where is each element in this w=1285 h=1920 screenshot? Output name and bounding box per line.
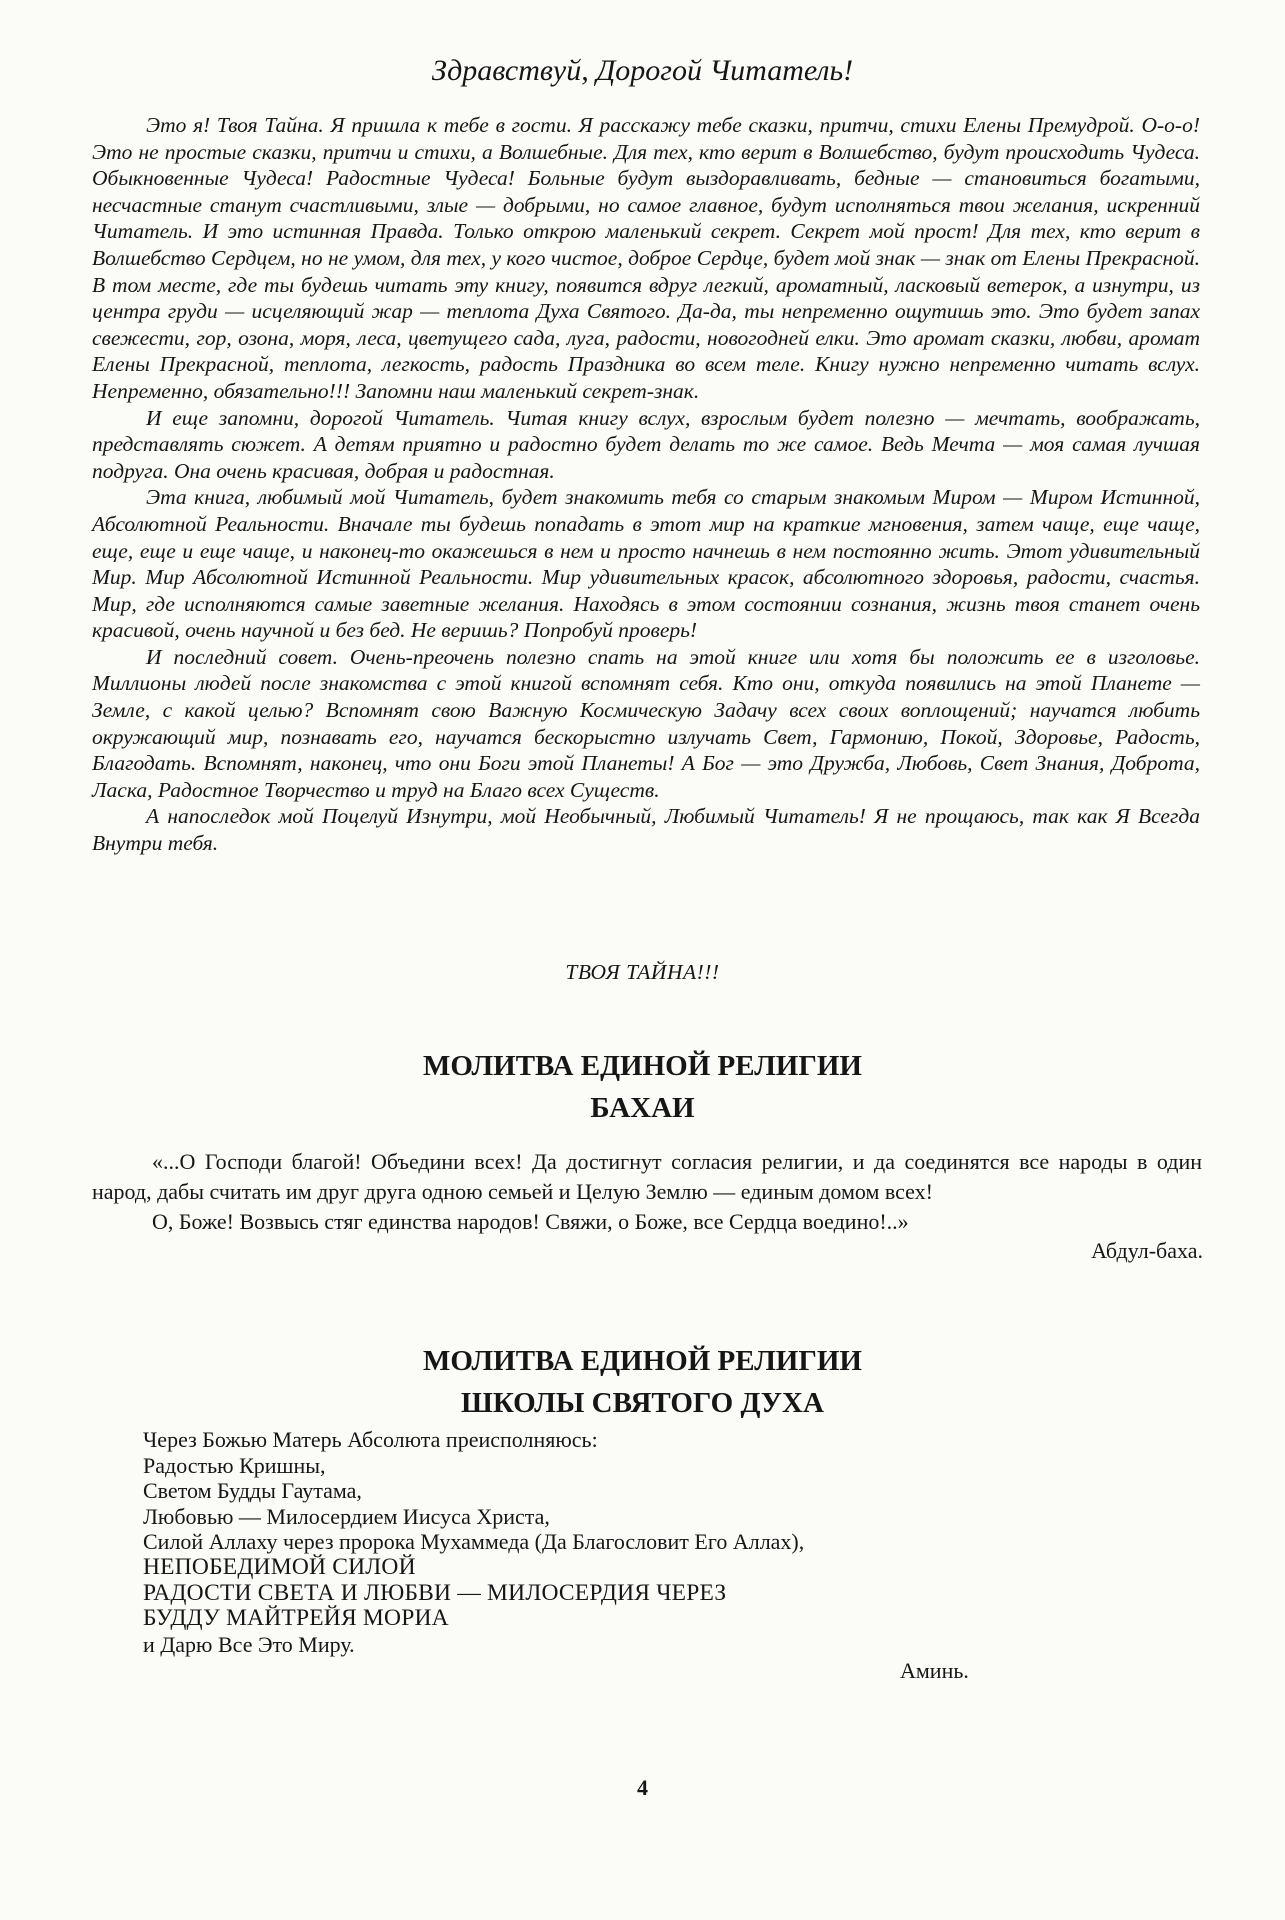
- prayer-line: Силой Аллаху через пророка Мухаммеда (Да Благословит Его Аллах),: [143, 1529, 805, 1555]
- prayer-line: Любовью — Милосердием Иисуса Христа,: [143, 1503, 550, 1529]
- prayer-paragraph: «...О Господи благой! Объедини всех! Да достигнут согласия религии, и да соединятся все народы в один народ, дабы считать им друг друга одною семьей и Целую Землю — единым домом всех!: [92, 1149, 1202, 1204]
- letter-paragraph: И еще запомни, дорогой Читатель. Читая книгу вслух, взрослым будет полезно — мечтать, воображать, представлять сюжет. А детям приятно и радостно будет делать то же самое. Ведь Мечта — моя самая лучшая подруга. Она очень красивая, добрая и радостная.: [92, 405, 1200, 483]
- prayer-caps-line: БУДДУ МАЙТРЕЙЯ МОРИА: [143, 1605, 449, 1632]
- prayer-line: и Дарю Все Это Миру.: [143, 1631, 355, 1657]
- letter-body: [92, 112, 1200, 857]
- bahai-prayer-text: [92, 1147, 1202, 1237]
- prayer-line: Светом Будды Гаутама,: [143, 1478, 362, 1504]
- heading-line: МОЛИТВА ЕДИНОЙ РЕЛИГИИ: [423, 1345, 862, 1377]
- letter-paragraph: А напоследок мой Поцелуй Изнутри, мой Необычный, Любимый Читатель! Я не прощаюсь, так как Я Всегда Внутри тебя.: [92, 804, 1200, 856]
- prayer-line: Через Божью Матерь Абсолюта преисполняюсь:: [143, 1427, 598, 1452]
- prayer-amen: Аминь.: [900, 1658, 969, 1683]
- letter-signature: ТВОЯ ТАЙНА!!!: [565, 960, 720, 984]
- letter-title: Здравствуй, Дорогой Читатель!: [431, 54, 854, 87]
- prayer-caps-line: РАДОСТИ СВЕТА И ЛЮБВИ — МИЛОСЕРДИЯ ЧЕРЕЗ: [143, 1579, 727, 1606]
- heading-line: БАХАИ: [590, 1092, 695, 1124]
- heading-line: ШКОЛЫ СВЯТОГО ДУХА: [461, 1387, 824, 1419]
- school-prayer-heading: [0, 1340, 1285, 1424]
- letter-paragraph: Эта книга, любимый мой Читатель, будет знакомить тебя со старым знакомым Миром — Миром Истинной, Абсолютной Реальности. Вначале ты будешь попадать в этот мир на краткие мгновения, затем чаще, еще чаще, еще, еще и еще чаще, и наконец-то окажешься в нем и просто начнешь в нем постоянно жить. Этот удивительный Мир. Мир Абсолютной Истинной Реальности. Мир удивительных красок, абсолютного здоровья, радости, счастья. Мир, где исполняются самые заветные желания. Находясь в этом состоянии сознания, жизнь твоя станет очень красивой, очень научной и без бед. Не веришь? Попробуй проверь!: [92, 485, 1200, 643]
- letter-paragraph: И последний совет. Очень-преочень полезно спать на этой книге или хотя бы положить ее в изголовье. Миллионы людей после знакомства с этой книгой вспомнят себя. Кто они, откуда появились на этой Планете — Земле, с какой целью? Вспомнят свою Важную Космическую Задачу всех своих воплощений; научатся любить окружающий мир, познавать его, научатся бескорыстно излучать Свет, Гармонию, Покой, Здоровье, Радость, Благодать. Вспомнят, наконец, что они Боги этой Планеты! А Бог — это Дружба, Любовь, Свет Знания, Доброта, Ласка, Радостное Творчество и труд на Благо всех Существ.: [92, 644, 1200, 802]
- prayer-author: Абдул-баха.: [1091, 1238, 1203, 1263]
- letter-paragraph: Это я! Твоя Тайна. Я пришла к тебе в гости. Я расскажу тебе сказки, притчи, стихи Елены Премудрой. О-о-о! Это не простые сказки, притчи и стихи, а Волшебные. Для тех, кто верит в Волшебство, будут происходить Чудеса. Обыкновенные Чудеса! Радостные Чудеса! Больные будут выздоравливать, бедные — становиться богатыми, несчастные станут счастливыми, злые — добрыми, но самое главное, будут исполняться твои желания, искренний Читатель. И это истинная Правда. Только открою маленький секрет. Секрет мой прост! Для тех, кто верит в Волшебство Сердцем, но не умом, для тех, у кого чистое, доброе Сердце, будет мой знак — знак от Елены Прекрасной. В том месте, где ты будешь читать эту книгу, появится вдруг легкий, ароматный, ласковый ветерок, а изнутри, из центра груди — исцеляющий жар — теплота Духа Святого. Да-да, ты непременно ощутишь это. Это будет запах свежести, гор, озона, моря, леса, цветущего сада, луга, радости, новогодней елки. Это аромат сказки, любви, аромат Елены Прекрасной, теплота, легкость, радость Праздника во всем теле. Книгу нужно непременно читать вслух. Непременно, обязательно!!! Запомни наш маленький секрет-знак.: [92, 113, 1200, 403]
- prayer-line: Радостью Кришны,: [143, 1452, 326, 1478]
- page-number: 4: [637, 1775, 648, 1800]
- bahai-prayer-heading: [0, 1045, 1285, 1129]
- prayer-caps-line: НЕПОБЕДИМОЙ СИЛОЙ: [143, 1553, 416, 1580]
- prayer-paragraph: О, Боже! Возвысь стяг единства народов! Свяжи, о Боже, все Сердца воедино!..»: [152, 1209, 909, 1234]
- school-prayer-text: [143, 1427, 1043, 1657]
- heading-line: МОЛИТВА ЕДИНОЙ РЕЛИГИИ: [423, 1050, 862, 1082]
